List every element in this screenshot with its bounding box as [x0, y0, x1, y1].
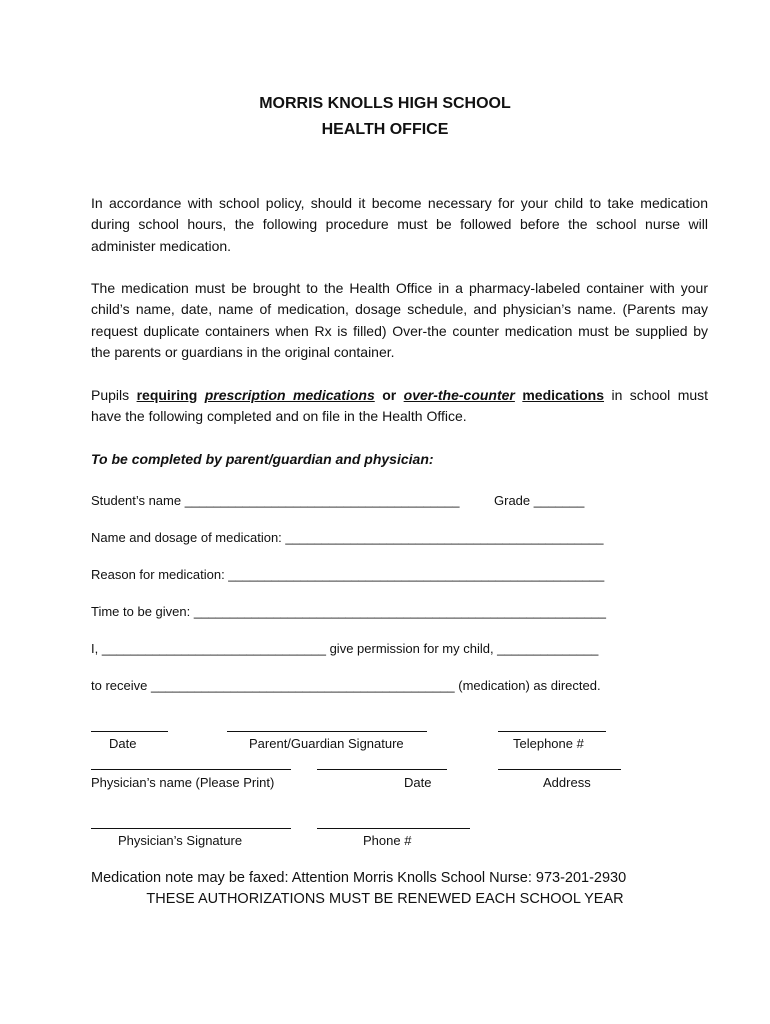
receive-field[interactable]: to receive __________________________________________ (medication) as directed. — [91, 678, 601, 693]
physician-phone-line[interactable] — [317, 828, 470, 829]
address-label: Address — [543, 775, 591, 790]
fax-note: Medication note may be faxed: Attention Morris Knolls School Nurse: 973-201-2930 — [91, 870, 627, 886]
physician-date-label: Date — [404, 775, 432, 790]
school-name: MORRIS KNOLLS HIGH SCHOOL — [259, 95, 511, 112]
telephone-signature-line[interactable] — [498, 731, 606, 732]
date-label: Date — [109, 736, 137, 751]
section-heading: To be completed by parent/guardian and physician: — [91, 451, 434, 467]
p3-requiring: requiring — [136, 387, 198, 403]
student-name-field[interactable]: Student’s name ______________________________________ — [91, 493, 460, 508]
date-signature-line[interactable] — [91, 731, 168, 732]
p3-otc: over-the-counter — [403, 387, 515, 403]
parent-signature-label: Parent/Guardian Signature — [249, 736, 404, 751]
reason-field[interactable]: Reason for medication: ____________________________________________________ — [91, 567, 605, 582]
p3-or: or — [382, 387, 397, 403]
grade-field[interactable]: Grade _______ — [494, 493, 585, 508]
intro-paragraph-1: In accordance with school policy, should it become necessary for your child to take medication during school hours, the following procedure must be followed before the school nurse will administer medication. — [91, 195, 708, 254]
address-line[interactable] — [498, 769, 621, 770]
intro-paragraph-2: The medication must be brought to the Health Office in a pharmacy-labeled container with your child’s name, date, name of medication, dosage schedule, and physician’s name. (Parents may request duplicate containers when Rx is filled) Over-the counter medication must be supplied by the parents or guardians in the original container. — [91, 280, 708, 360]
permission-field[interactable]: I, _______________________________ give permission for my child, ______________ — [91, 641, 599, 656]
physician-signature-line[interactable] — [91, 828, 291, 829]
physician-name-label: Physician’s name (Please Print) — [91, 775, 275, 790]
time-field[interactable]: Time to be given: _________________________________________________________ — [91, 604, 606, 619]
p3-prescription: prescription medications — [204, 387, 375, 403]
parent-signature-line[interactable] — [227, 731, 427, 732]
medication-name-dosage-field[interactable]: Name and dosage of medication: ____________________________________________ — [91, 530, 604, 545]
physician-signature-label: Physician’s Signature — [118, 833, 243, 848]
intro-paragraph-3 — [91, 385, 708, 428]
office-name: HEALTH OFFICE — [321, 121, 449, 138]
p3-medications: medications — [522, 387, 605, 403]
physician-date-line[interactable] — [317, 769, 447, 770]
physician-name-line[interactable] — [91, 769, 291, 770]
telephone-label: Telephone # — [513, 736, 584, 751]
phone-label: Phone # — [363, 833, 412, 848]
p3-post: in school must have the following completed and on file in the Health Office. — [91, 387, 709, 425]
renewal-notice: THESE AUTHORIZATIONS MUST BE RENEWED EACH SCHOOL YEAR — [146, 891, 624, 907]
p3-pre: Pupils — [91, 387, 137, 403]
